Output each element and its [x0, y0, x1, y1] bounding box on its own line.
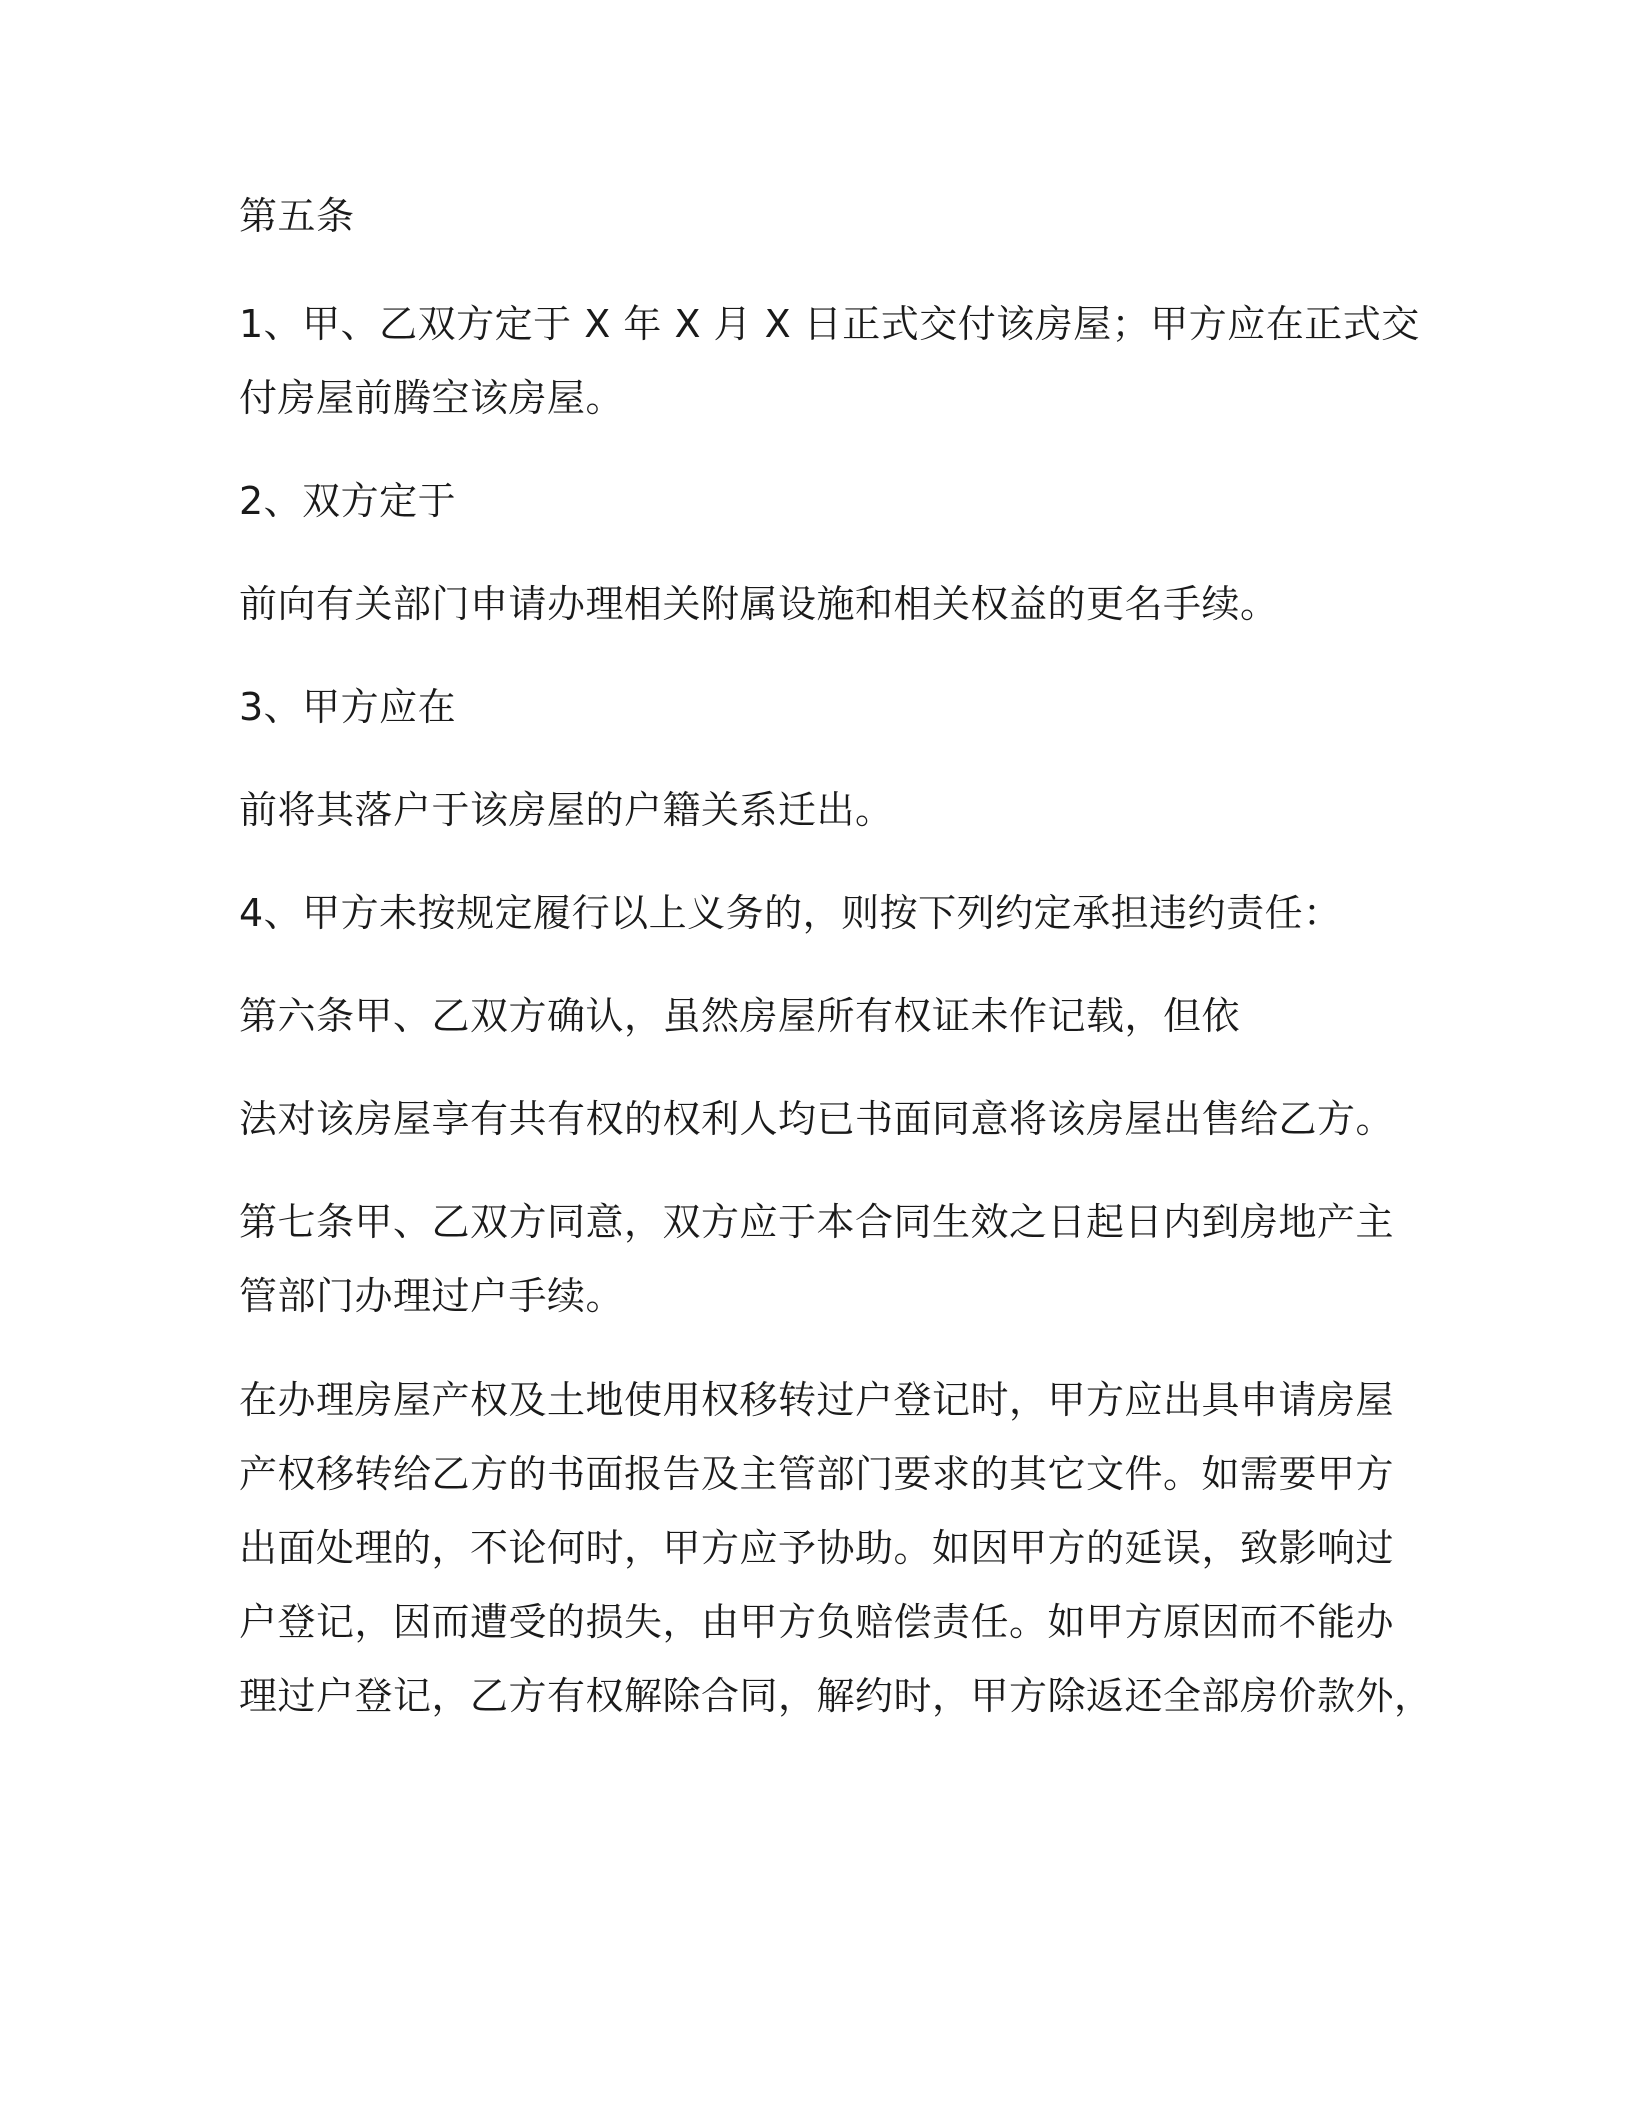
transfer-paragraph-line-3: 出面处理的，不论何时，甲方应予协助。如因甲方的延误，致影响过	[239, 1526, 1395, 1570]
article-6-line-2: 法对该房屋享有共有权的权利人均已书面同意将该房屋出售给乙方。	[239, 1097, 1395, 1141]
transfer-paragraph-line-2: 产权移转给乙方的书面报告及主管部门要求的其它文件。如需要甲方	[239, 1452, 1395, 1496]
clause-5-1-line-2: 付房屋前腾空该房屋。	[239, 376, 625, 420]
clause-5-3-line-1: 3、甲方应在	[239, 685, 457, 729]
article-5-heading: 第五条	[239, 194, 355, 238]
clause-5-1-line-1: 1、甲、乙双方定于 X 年 X 月 X 日正式交付该房屋；甲方应在正式交	[239, 302, 1420, 346]
clause-5-2-line-1: 2、双方定于	[239, 479, 457, 523]
clause-5-4: 4、甲方未按规定履行以上义务的，则按下列约定承担违约责任：	[239, 891, 1342, 935]
article-7-line-1: 第七条甲、乙双方同意，双方应于本合同生效之日起日内到房地产主	[239, 1200, 1395, 1244]
article-6-line-1: 第六条甲、乙双方确认，虽然房屋所有权证未作记载，但依	[239, 994, 1241, 1038]
transfer-paragraph-line-1: 在办理房屋产权及土地使用权移转过户登记时，甲方应出具申请房屋	[239, 1378, 1395, 1422]
transfer-paragraph-line-4: 户登记，因而遭受的损失，由甲方负赔偿责任。如甲方原因而不能办	[239, 1600, 1395, 1644]
clause-5-2-line-2: 前向有关部门申请办理相关附属设施和相关权益的更名手续。	[239, 582, 1279, 626]
clause-5-3-line-2: 前将其落户于该房屋的户籍关系迁出。	[239, 788, 894, 832]
article-7-line-2: 管部门办理过户手续。	[239, 1274, 625, 1318]
transfer-paragraph-line-5: 理过户登记，乙方有权解除合同，解约时，甲方除返还全部房价款外，	[239, 1674, 1433, 1718]
